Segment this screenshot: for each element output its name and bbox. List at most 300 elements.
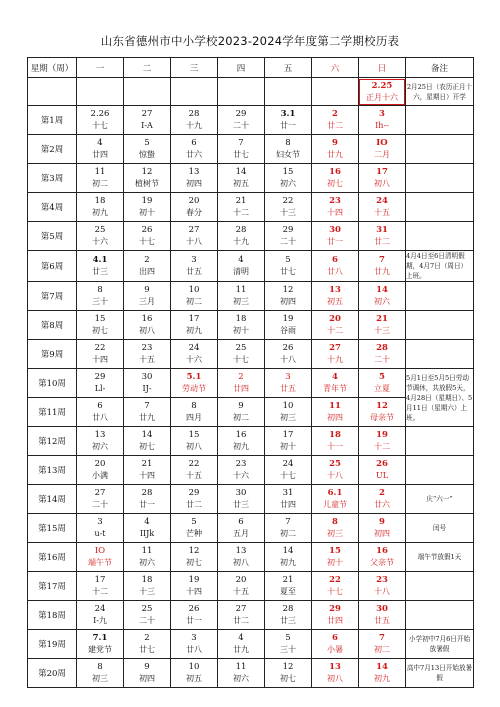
lunar-label: 十六 (233, 471, 249, 480)
lunar-label: Ll- (94, 384, 106, 393)
day-number: 23 (235, 459, 247, 469)
note-cell (406, 282, 474, 311)
lunar-label: 初七 (327, 179, 343, 188)
lunar-label: IJ- (142, 384, 152, 393)
day-cell (124, 311, 171, 340)
lunar-label: 十四 (139, 471, 155, 480)
week-label: 第10周 (28, 369, 77, 398)
header-fri: 五 (265, 58, 312, 78)
day-number: 3 (285, 372, 291, 382)
lunar-label: 十三 (374, 326, 390, 335)
lunar-label: 初二 (186, 297, 202, 306)
week-row (28, 222, 474, 251)
week-label: 第16周 (28, 543, 77, 572)
day-number: 22 (329, 575, 341, 585)
day-cell (171, 398, 218, 427)
day-number: 25 (141, 604, 153, 614)
lunar-label: 初七 (186, 558, 202, 567)
day-cell (359, 630, 406, 659)
note-cell: 小学初中7月6日开始放暑假 (406, 630, 474, 659)
day-cell (265, 543, 312, 572)
day-number: 27 (329, 343, 341, 353)
lunar-label: Ih-- (375, 121, 389, 130)
day-number: 23 (329, 196, 341, 206)
day-cell (77, 340, 124, 369)
lunar-label: 初七 (139, 442, 155, 451)
day-cell (124, 340, 171, 369)
day-number: 8 (97, 662, 103, 672)
note-cell (406, 456, 474, 485)
day-cell (218, 398, 265, 427)
week-row (28, 485, 474, 514)
day-number: 2 (238, 372, 244, 382)
day-number: 2 (332, 109, 338, 119)
day-number: 13 (94, 430, 106, 440)
day-cell (218, 485, 265, 514)
day-number: 20 (329, 314, 341, 324)
day-number: 17 (94, 575, 106, 585)
day-number: 7 (379, 255, 385, 265)
day-cell (312, 427, 359, 456)
lunar-label: 十七 (139, 237, 155, 246)
day-number: 11 (329, 401, 341, 411)
day-number: 21 (141, 459, 153, 469)
week-row (28, 630, 474, 659)
day-cell (124, 427, 171, 456)
day-cell (359, 427, 406, 456)
day-number: 20 (188, 196, 200, 206)
note-cell (406, 135, 474, 164)
day-number: 8 (191, 401, 197, 411)
day-number: IO (94, 546, 106, 556)
lunar-label: 二十 (280, 237, 296, 246)
week-row (28, 456, 474, 485)
lunar-label: 初四 (374, 529, 390, 538)
day-cell (218, 164, 265, 193)
day-cell (359, 340, 406, 369)
lunar-label: 十九 (233, 237, 249, 246)
lunar-label: 廿九 (139, 413, 155, 422)
lunar-label: 十七 (92, 121, 108, 130)
day-number: 6 (332, 255, 338, 265)
week-row (28, 659, 474, 688)
day-number: 30 (141, 372, 153, 382)
lunar-label: I-A (141, 121, 153, 130)
lunar-label: UL (375, 471, 389, 480)
day-number: 9 (379, 517, 385, 527)
day-cell (359, 222, 406, 251)
lunar-label: 二十 (92, 500, 108, 509)
day-number: 23 (141, 343, 153, 353)
day-number: 12 (282, 285, 294, 295)
day-number: 3 (97, 517, 103, 527)
day-cell (77, 630, 124, 659)
lunar-label: 廿九 (374, 267, 390, 276)
day-cell (171, 369, 218, 398)
lunar-label: 十五 (139, 355, 155, 364)
day-number: 29 (188, 488, 200, 498)
day-number: 29 (94, 372, 106, 382)
day-cell (171, 601, 218, 630)
lunar-label: 出四 (139, 267, 155, 276)
lunar-label: 初三 (280, 413, 296, 422)
day-cell (218, 282, 265, 311)
lunar-label: 廿一 (280, 121, 296, 130)
week-row (28, 427, 474, 456)
day-number: 4.1 (92, 255, 108, 265)
lunar-label: 廿九 (233, 645, 249, 654)
header-sat: 六 (312, 58, 359, 78)
day-number: 6 (97, 401, 103, 411)
lunar-label: 三十 (92, 297, 108, 306)
lunar-label: 廿五 (186, 267, 202, 276)
day-cell (124, 514, 171, 543)
day-number: 3 (191, 633, 197, 643)
day-cell (359, 311, 406, 340)
day-cell (77, 311, 124, 340)
day-cell (218, 222, 265, 251)
lunar-label: 初八 (233, 558, 249, 567)
lunar-label: 廿七 (139, 645, 155, 654)
day-cell (265, 369, 312, 398)
lunar-label: 十五 (374, 208, 390, 217)
day-number: 22 (94, 343, 106, 353)
week-row (28, 251, 474, 282)
day-cell (171, 164, 218, 193)
lunar-label: 十九 (186, 121, 202, 130)
lunar-label: 廿八 (186, 645, 202, 654)
lunar-label: 十四 (186, 587, 202, 596)
day-cell (359, 251, 406, 282)
week-label: 第7周 (28, 282, 77, 311)
day-number: 19 (282, 314, 294, 324)
note-cell: 高中7月13日开始放暑假 (406, 659, 474, 688)
day-number: 30 (376, 604, 388, 614)
day-cell (77, 456, 124, 485)
day-number: 29 (329, 604, 341, 614)
day-number: 13 (329, 285, 341, 295)
day-cell (77, 369, 124, 398)
day-number: 4 (144, 517, 150, 527)
day-number: 10 (188, 285, 200, 295)
note-cell (406, 572, 474, 601)
week-label: 第17周 (28, 572, 77, 601)
day-cell (77, 164, 124, 193)
lunar-label: 廿四 (92, 150, 108, 159)
day-number: 5 (144, 138, 150, 148)
day-number: 14 (141, 430, 153, 440)
week-row (28, 135, 474, 164)
day-number: 28 (141, 488, 153, 498)
day-number: 9 (144, 662, 150, 672)
week-row (28, 514, 474, 543)
lunar-label: 初九 (92, 208, 108, 217)
day-number: 10 (282, 401, 294, 411)
lunar-label: 十二 (92, 587, 108, 596)
note-cell (406, 601, 474, 630)
lunar-label: 十一 (327, 442, 343, 451)
day-cell (124, 193, 171, 222)
day-number: 11 (141, 546, 153, 556)
lunar-label: 初七 (280, 674, 296, 683)
week-label: 第15周 (28, 514, 77, 543)
day-cell (265, 251, 312, 282)
day-cell (265, 456, 312, 485)
day-number: 5 (285, 633, 291, 643)
day-number: 6 (332, 633, 338, 643)
day-cell (171, 427, 218, 456)
lunar-label: 廿六 (374, 500, 390, 509)
lunar-label: 廿二 (327, 121, 343, 130)
day-number: 5 (285, 255, 291, 265)
day-number: 31 (282, 488, 294, 498)
day-cell (171, 282, 218, 311)
header-tue: 二 (124, 58, 171, 78)
lunar-label: 十四 (327, 208, 343, 217)
lunar-label: 十六 (92, 237, 108, 246)
day-number: 26 (188, 604, 200, 614)
day-cell (312, 369, 359, 398)
lunar-label: 初四 (280, 297, 296, 306)
day-cell (218, 251, 265, 282)
lunar-label: 五月 (233, 529, 249, 538)
day-number: 24 (282, 459, 294, 469)
day-number: 26 (141, 225, 153, 235)
day-number: 7.1 (92, 633, 108, 643)
day-number: 7 (144, 401, 150, 411)
day-number: 24 (376, 196, 388, 206)
day-number: 25 (235, 343, 247, 353)
lunar-label: 初二 (280, 529, 296, 538)
day-cell (312, 282, 359, 311)
lunar-label: 廿一 (327, 237, 343, 246)
day-cell (218, 543, 265, 572)
lunar-label: 植树节 (135, 179, 159, 188)
week-row (28, 311, 474, 340)
day-cell (77, 543, 124, 572)
day-cell (312, 543, 359, 572)
lunar-label: 廿一 (186, 616, 202, 625)
day-cell (171, 311, 218, 340)
day-number: 15 (188, 430, 200, 440)
day-number: 4 (238, 255, 244, 265)
lunar-label: 初八 (139, 326, 155, 335)
day-number: 18 (94, 196, 106, 206)
week-row (28, 193, 474, 222)
day-cell (265, 630, 312, 659)
day-cell (77, 282, 124, 311)
lunar-label: 儿童节 (323, 500, 347, 509)
day-number: 27 (235, 604, 247, 614)
note-cell (406, 222, 474, 251)
day-number: 4 (238, 633, 244, 643)
day-number: 7 (238, 138, 244, 148)
header-mon: 一 (77, 58, 124, 78)
lunar-label: 十二 (233, 208, 249, 217)
week-label: 第14周 (28, 485, 77, 514)
lunar-label: 初五 (186, 674, 202, 683)
day-number: 11 (235, 285, 247, 295)
day-cell (218, 78, 265, 106)
day-cell (312, 311, 359, 340)
lunar-label: 十六 (186, 355, 202, 364)
lunar-label: 十七 (233, 355, 249, 364)
day-number: 17 (376, 167, 388, 177)
day-cell (171, 340, 218, 369)
day-number: 15 (94, 314, 106, 324)
day-cell (265, 485, 312, 514)
note-opening: 2月25日（农历正月十六，星期日）开学 (406, 78, 474, 106)
day-cell (218, 311, 265, 340)
day-cell (77, 514, 124, 543)
lunar-label: 小暑 (327, 645, 343, 654)
day-cell (171, 251, 218, 282)
school-calendar-table (27, 57, 474, 688)
lunar-label: 正月十六 (366, 92, 398, 102)
lunar-label: 十八 (280, 355, 296, 364)
day-number: 21 (376, 314, 388, 324)
lunar-label: 惊蛰 (139, 150, 155, 159)
lunar-label: 初十 (233, 326, 249, 335)
header-thu: 四 (218, 58, 265, 78)
note-cell (406, 340, 474, 369)
day-cell (218, 630, 265, 659)
day-cell (124, 135, 171, 164)
lunar-label: 建党节 (88, 645, 112, 654)
day-number: 30 (329, 225, 341, 235)
day-cell (171, 572, 218, 601)
day-number: 12 (282, 662, 294, 672)
day-number: 28 (188, 109, 200, 119)
header-sun: 日 (359, 58, 406, 78)
note-cell (406, 106, 474, 135)
day-cell (124, 282, 171, 311)
day-cell (359, 135, 406, 164)
day-number: 6 (191, 138, 197, 148)
lunar-label: 初八 (374, 179, 390, 188)
day-cell (77, 135, 124, 164)
lunar-label: IIJk (139, 529, 155, 538)
day-cell (124, 601, 171, 630)
week-row (28, 543, 474, 572)
day-number: 20 (235, 575, 247, 585)
day-number: 26 (282, 343, 294, 353)
day-number: 13 (235, 546, 247, 556)
day-cell (312, 485, 359, 514)
day-cell (218, 659, 265, 688)
lunar-label: 十七 (327, 587, 343, 596)
day-number: 30 (235, 488, 247, 498)
lunar-label: 劳动节 (182, 384, 206, 393)
day-cell (312, 164, 359, 193)
week-row (28, 572, 474, 601)
day-cell (77, 78, 124, 106)
week-label: 第20周 (28, 659, 77, 688)
week-row (28, 369, 474, 398)
day-number: 28 (235, 225, 247, 235)
day-number: 3 (191, 255, 197, 265)
day-cell (124, 164, 171, 193)
day-number: 26 (376, 459, 388, 469)
day-cell (359, 193, 406, 222)
day-number: 8 (332, 517, 338, 527)
day-cell (171, 659, 218, 688)
day-cell (359, 601, 406, 630)
day-cell (218, 601, 265, 630)
day-number: 14 (235, 167, 247, 177)
week-label: 第3周 (28, 164, 77, 193)
lunar-label: 母亲节 (370, 413, 394, 422)
day-cell (265, 427, 312, 456)
week-label: 第4周 (28, 193, 77, 222)
lunar-label: 初四 (327, 413, 343, 422)
day-cell (124, 78, 171, 106)
lunar-label: 初五 (233, 179, 249, 188)
day-number: 12 (376, 401, 388, 411)
day-cell (171, 78, 218, 106)
lunar-label: 廿四 (233, 384, 249, 393)
day-cell (171, 135, 218, 164)
day-cell (124, 543, 171, 572)
header-row (28, 58, 474, 78)
lunar-label: 廿二 (374, 237, 390, 246)
note-cell: 端午节放假1天 (406, 543, 474, 572)
lunar-label: 十八 (327, 471, 343, 480)
lunar-label: 初二 (92, 179, 108, 188)
day-cell (218, 340, 265, 369)
day-cell (171, 485, 218, 514)
day-cell (359, 456, 406, 485)
day-number: 18 (141, 575, 153, 585)
lunar-label: 谷雨 (280, 326, 296, 335)
day-cell (312, 106, 359, 135)
day-number: 2.25 (371, 80, 393, 91)
lunar-label: 初三 (92, 674, 108, 683)
school-start-cell (359, 78, 406, 106)
day-cell (77, 222, 124, 251)
day-number: 2 (379, 488, 385, 498)
day-number: 17 (188, 314, 200, 324)
lunar-label: 初六 (139, 558, 155, 567)
day-cell (312, 78, 359, 106)
lunar-label: 二十 (139, 616, 155, 625)
day-cell (265, 398, 312, 427)
day-cell (312, 135, 359, 164)
day-cell (265, 222, 312, 251)
lunar-label: 小满 (92, 471, 108, 480)
day-cell (77, 106, 124, 135)
lunar-label: 廿四 (280, 500, 296, 509)
day-cell (359, 659, 406, 688)
note-cell (406, 311, 474, 340)
day-cell (312, 222, 359, 251)
day-cell (312, 630, 359, 659)
lunar-label: 青年节 (323, 384, 347, 393)
day-number: 4 (97, 138, 103, 148)
lunar-label: 四月 (186, 413, 202, 422)
lunar-label: 端午节 (88, 558, 112, 567)
header-wed: 三 (171, 58, 218, 78)
lunar-label: 二十 (374, 355, 390, 364)
day-number: 3.1 (280, 109, 296, 119)
lunar-label: 初六 (233, 674, 249, 683)
day-number: IO (376, 138, 388, 148)
lunar-label: 初三 (233, 297, 249, 306)
day-number: 6.1 (327, 488, 343, 498)
day-number: 12 (188, 546, 200, 556)
week-label: 第9周 (28, 340, 77, 369)
day-cell (218, 572, 265, 601)
